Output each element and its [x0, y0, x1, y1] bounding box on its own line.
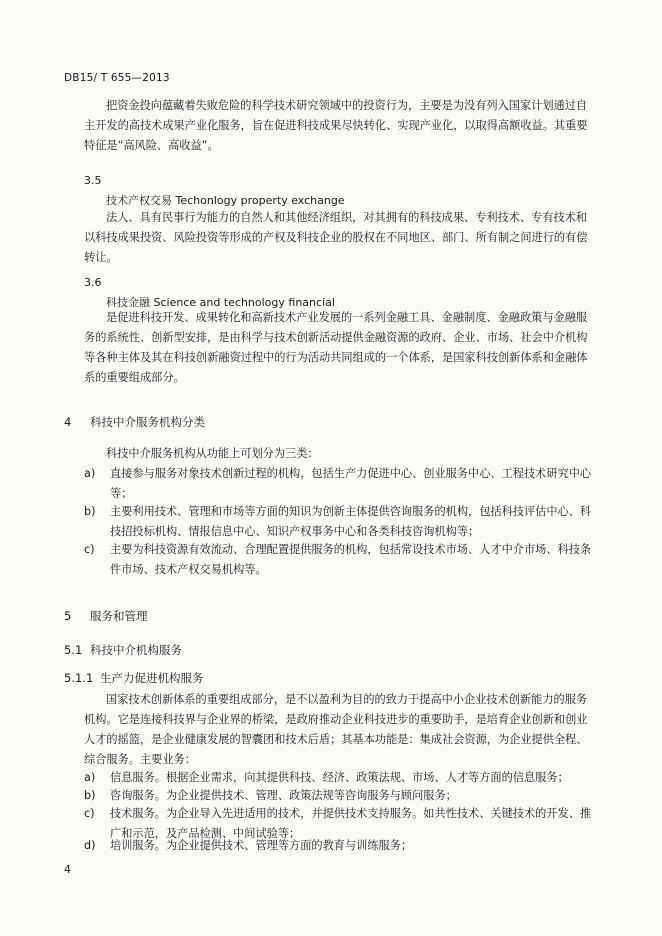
list-item: c) 主要为科技资源有效流动、合理配置提供服务的机构，包括常设技术市场、人才中介市场、科技条件市场、技术产权交易机构等。 [84, 543, 592, 576]
intro-paragraph: 把资金投向蕴藏着失败危险的科学技术研究领域中的投资行为，主要是为没有列入国家计划通过自主开发的高技术成果产业化服务，旨在促进科技成果尽快转化、实现产业化，以取得高额收益。其重要特征是“高风险、高收益”。 [84, 99, 588, 152]
section-4-heading [64, 414, 205, 430]
list-item: a) 信息服务。根据企业需求，向其提供科技、经济、政策法规、市场、人才等方面的信息服务； [84, 771, 569, 784]
list-item: d) 培训服务。为企业提供技术、管理等方面的教育与训练服务； [84, 839, 413, 852]
page-number: 4 [64, 863, 71, 876]
list-item: b) 主要利用技术、管理和市场等方面的知识为创新主体提供咨询服务的机构，包括科技评估中心、科技招投标机构、情报信息中心、知识产权事务中心和各类科技咨询机构等； [84, 505, 592, 538]
section-number: 4 [64, 415, 72, 429]
section-title: 生产力促进机构服务 [100, 671, 204, 685]
clause-3-5-number: 3.5 [84, 174, 102, 187]
section-title: 服务和管理 [90, 609, 148, 623]
section-number: 5 [64, 609, 72, 623]
section-title: 科技中介机构服务 [90, 643, 182, 657]
section-5-1-heading [64, 642, 182, 658]
clause-3-6-number: 3.6 [84, 276, 102, 289]
list-item: b) 咨询服务。为企业提供技术、管理、政策法规等咨询服务与顾问服务； [84, 789, 457, 802]
standard-header: DB15/ T 655—2013 [64, 72, 170, 84]
section-4-intro: 科技中介服务机构从功能上可划分为三类： [106, 447, 319, 460]
section-5-1-1-heading [64, 670, 204, 686]
section-number: 5.1 [64, 643, 83, 657]
clause-3-6-term: 科技金融 Science and technology financial [106, 296, 335, 309]
section-title: 科技中介服务机构分类 [90, 415, 205, 429]
clause-3-5-definition: 法人、具有民事行为能力的自然人和其他经济组织，对其拥有的科技成果、专利技术、专有技术和以科技成果投资、风险投资等形成的产权及科技企业的股权在不同地区、部门、所有制之间进行的有偿转让。 [84, 211, 588, 264]
section-5-heading [64, 608, 148, 624]
section-number: 5.1.1 [64, 671, 94, 685]
list-item: a) 直接参与服务对象技术创新过程的机构，包括生产力促进中心、创业服务中心、工程技术研究中心等； [84, 467, 592, 500]
list-item: c) 技术服务。为企业导入先进适用的技术，并提供技术支持服务。如共性技术、关键技术的开发、推广和示范，及产品检测、中间试验等； [84, 807, 592, 840]
clause-3-6-definition: 是促进科技开发、成果转化和高新技术产业发展的一系列金融工具、金融制度、金融政策与金融服务的系统性、创新型安排，是由科学与技术创新活动提供金融资源的政府、企业、市场、社会中介机构等各种主体及其在科技创新融资过程中的行为活动共同组成的一个体系，是国家科技创新体系和金融体系的重要组成部分。 [84, 311, 588, 384]
clause-3-5-term: 技术产权交易 Techonlogy property exchange [106, 194, 345, 207]
section-5-1-1-paragraph: 国家技术创新体系的重要组成部分，是不以盈利为目的的致力于提高中小企业技术创新能力的服务机构。它是连接科技界与企业界的桥梁，是政府推动企业科技进步的重要助手，是培育企业创新和创业人才的摇篮，是企业健康发展的智囊团和技术后盾；其基本功能是：集成社会资源，为企业提供全程、综合服务。主要业务： [84, 693, 588, 766]
